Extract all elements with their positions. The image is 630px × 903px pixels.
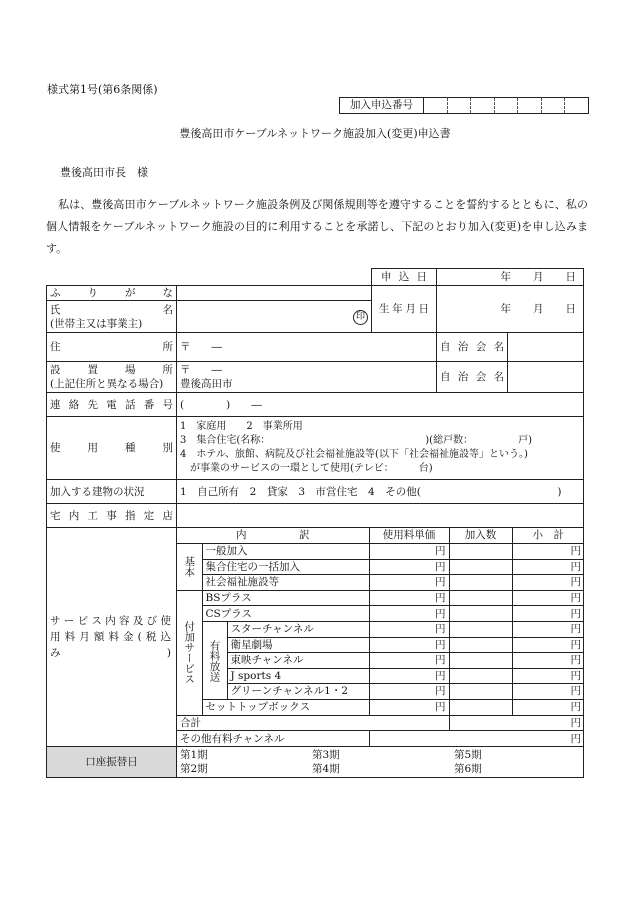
application-number-cell[interactable]	[424, 98, 448, 113]
application-number-cell[interactable]	[518, 98, 542, 113]
application-form-table	[46, 268, 584, 778]
furigana-label: ふ り が な	[47, 286, 177, 301]
name-label: 氏 名 (世帯主又は事業主)	[47, 301, 177, 333]
service-table-wrap	[177, 528, 584, 747]
subtotal-cell[interactable]: 円	[512, 575, 584, 591]
count-cell[interactable]	[449, 575, 512, 591]
subtotal-cell[interactable]: 円	[512, 684, 584, 700]
service-fee-table	[177, 528, 584, 746]
total-label: 合計	[177, 715, 449, 731]
subtotal-cell[interactable]: 円	[512, 606, 584, 622]
subtotal-cell[interactable]: 円	[512, 700, 584, 716]
subtotal-cell[interactable]: 円	[512, 622, 584, 638]
service-item: 一般加入	[202, 544, 369, 560]
apply-date-field[interactable]: 年 月 日	[437, 269, 584, 286]
count-cell[interactable]	[449, 653, 512, 669]
unit-price-cell[interactable]: 円	[369, 590, 449, 606]
count-cell[interactable]	[449, 622, 512, 638]
service-label: サービス内容及び使用料月額料金(税込み)	[47, 528, 177, 747]
service-item: 集合住宅の一括加入	[202, 559, 369, 575]
pledge-text: 私は、豊後高田市ケーブルネットワーク施設条例及び関係規則等を遵守することを誓約するとともに、私の個人情報をケーブルネットワーク施設の目的に利用することを承諾し、下記のとおり加入(変更)を申し込みます。	[46, 198, 588, 255]
service-item: J sports 4	[227, 668, 369, 684]
service-item: BSプラス	[202, 590, 369, 606]
document-title: 豊後高田市ケーブルネットワーク施設加入(変更)申込書	[179, 127, 451, 140]
service-item: CSプラス	[202, 606, 369, 622]
service-item: グリーンチャンネル1・2	[227, 684, 369, 700]
phone-label: 連 絡 先 電 話 番 号	[47, 393, 177, 417]
other-pay-cell[interactable]: 円	[369, 731, 584, 747]
unit-price-cell[interactable]: 円	[369, 606, 449, 622]
bank-transfer-label: 口座振替日	[47, 747, 177, 778]
count-cell[interactable]	[449, 590, 512, 606]
subtotal-cell[interactable]: 円	[512, 544, 584, 560]
install-location-label: 設 置 場 所 (上記住所と異なる場合)	[47, 362, 177, 393]
header-count: 加入数	[449, 528, 512, 544]
other-pay-label: その他有料チャンネル	[177, 731, 369, 747]
application-number-cell[interactable]	[495, 98, 519, 113]
application-number-label: 加入申込番号	[340, 98, 424, 113]
building-label: 加入する建物の状況	[47, 480, 177, 504]
service-item: 東映チャンネル	[227, 653, 369, 669]
total-cell[interactable]: 円	[449, 715, 584, 731]
unit-price-cell[interactable]: 円	[369, 653, 449, 669]
unit-price-cell[interactable]: 円	[369, 668, 449, 684]
count-cell[interactable]	[449, 606, 512, 622]
usage-label: 使 用 種 別	[47, 417, 177, 480]
subtotal-cell[interactable]: 円	[512, 559, 584, 575]
addressee: 豊後高田市長 様	[60, 166, 148, 179]
count-cell[interactable]	[449, 668, 512, 684]
name-field[interactable]	[177, 301, 372, 333]
addon-group-label: 付加サービス	[177, 590, 202, 715]
usage-field[interactable]: 1 家庭用 2 事業所用 3 集合住宅(名称： )(総戸数： 戸) 4 ホテル、旅館、病院及び社会福祉施設等(以下「社会福祉施設等」という。) が事業のサービスの一環として使用(テレビ： 台)	[177, 417, 584, 480]
bank-transfer-field[interactable]: 第1期 第3期 第5期 第2期 第4期 第6期	[177, 747, 584, 778]
form-id: 様式第1号(第6条関係)	[47, 83, 158, 96]
birth-date-field[interactable]: 年 月 日	[437, 286, 584, 333]
address-field[interactable]: 〒 ―	[177, 333, 437, 362]
subtotal-cell[interactable]: 円	[512, 590, 584, 606]
install-location-field[interactable]: 〒 ― 豊後高田市	[177, 362, 437, 393]
service-item: セットトップボックス	[202, 700, 369, 716]
furigana-field[interactable]	[177, 286, 372, 301]
subtotal-cell[interactable]: 円	[512, 653, 584, 669]
count-cell[interactable]	[449, 637, 512, 653]
basic-group-label: 基本	[177, 544, 202, 591]
apply-date-label: 申 込 日	[372, 269, 437, 286]
count-cell[interactable]	[449, 544, 512, 560]
pay-group-label: 有料放送	[202, 622, 227, 700]
service-item: スターチャンネル	[227, 622, 369, 638]
phone-field[interactable]: ( ) ―	[177, 393, 584, 417]
blank-cell	[47, 269, 372, 286]
header-subtotal: 小 計	[512, 528, 584, 544]
unit-price-cell[interactable]: 円	[369, 637, 449, 653]
seal-mark: 印	[353, 310, 368, 325]
header-unit-price: 使用料単価	[369, 528, 449, 544]
application-number-box	[339, 97, 589, 114]
install-jichikai-field[interactable]	[508, 362, 584, 393]
install-jichikai-label: 自 治 会 名	[437, 362, 508, 393]
unit-price-cell[interactable]: 円	[369, 622, 449, 638]
jichikai-label: 自 治 会 名	[437, 333, 508, 362]
header-item: 内 訳	[177, 528, 369, 544]
unit-price-cell[interactable]: 円	[369, 544, 449, 560]
building-field[interactable]: 1 自己所有 2 貸家 3 市営住宅 4 その他( )	[177, 480, 584, 504]
unit-price-cell[interactable]: 円	[369, 559, 449, 575]
unit-price-cell[interactable]: 円	[369, 684, 449, 700]
count-cell[interactable]	[449, 700, 512, 716]
service-item: 衛星劇場	[227, 637, 369, 653]
application-number-cell[interactable]	[471, 98, 495, 113]
address-label: 住 所	[47, 333, 177, 362]
application-number-cell[interactable]	[542, 98, 566, 113]
subtotal-cell[interactable]: 円	[512, 668, 584, 684]
unit-price-cell[interactable]: 円	[369, 700, 449, 716]
jichikai-field[interactable]	[508, 333, 584, 362]
application-number-cell[interactable]	[448, 98, 472, 113]
contractor-label: 宅 内 工 事 指 定 店	[47, 504, 177, 528]
birth-date-label: 生 年 月 日	[372, 286, 437, 333]
subtotal-cell[interactable]: 円	[512, 637, 584, 653]
unit-price-cell[interactable]: 円	[369, 575, 449, 591]
service-item: 社会福祉施設等	[202, 575, 369, 591]
count-cell[interactable]	[449, 684, 512, 700]
application-number-cell[interactable]	[565, 98, 588, 113]
count-cell[interactable]	[449, 559, 512, 575]
contractor-field[interactable]	[177, 504, 584, 528]
